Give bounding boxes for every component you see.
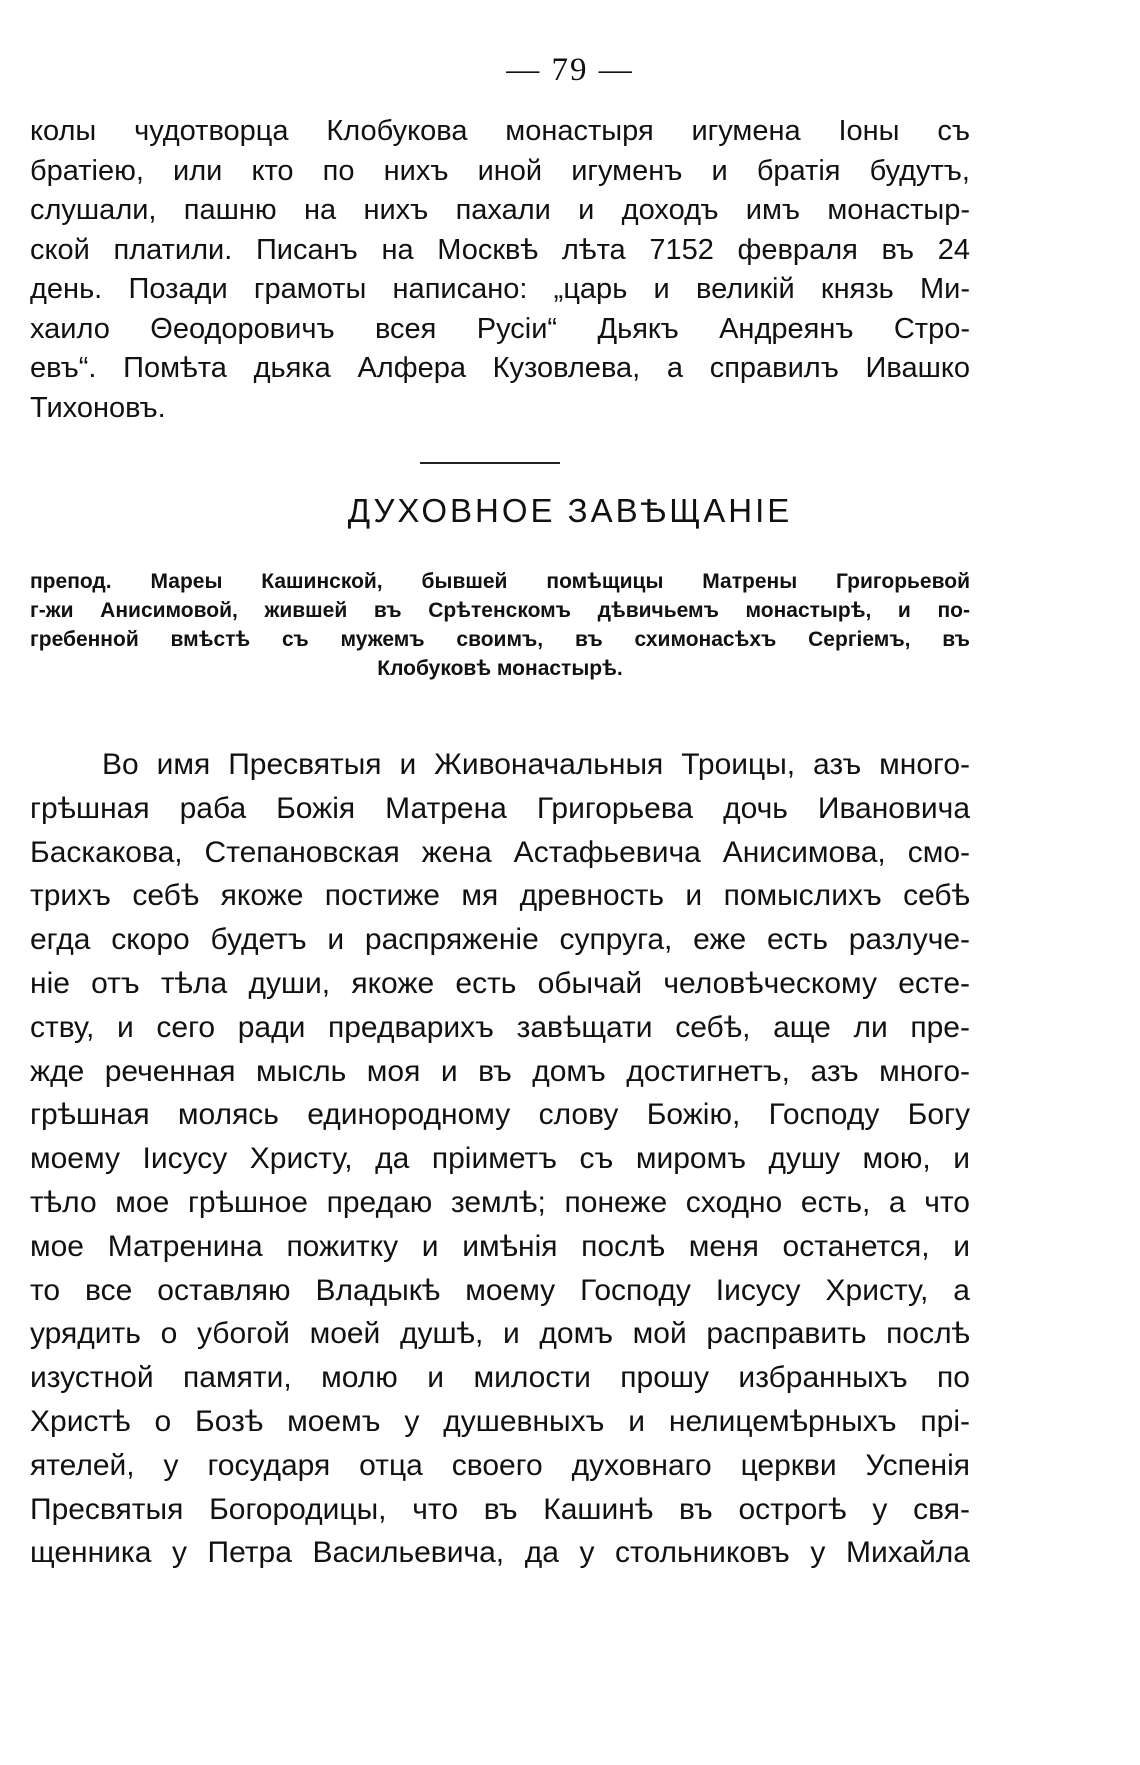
- text-line: евъ“. Помѣта дьяка Алфера Кузовлева, а справилъ Ивашко: [30, 352, 970, 384]
- body-line: трихъ себѣ якоже постиже мя древность и помыслихъ себѣ: [30, 879, 970, 913]
- body-line: грѣшная раба Божія Матрена Григорьева дочь Ивановича: [30, 791, 970, 825]
- text-line: хаило Θеодоровичъ всея Русіи“ Дьякъ Андреянъ Стро-: [30, 312, 970, 345]
- text-line: ской платили. Писанъ на Москвѣ лѣта 7152 февраля въ 24: [30, 233, 970, 266]
- subtitle-line: препод. Мареы Кашинской, бывшей помѣщицы Матрены Григорьевой: [30, 570, 970, 593]
- text-line: день. Позади грамоты написано: „царь и великій князь Ми-: [30, 273, 970, 305]
- text-line: братіею, или кто по нихъ иной игуменъ и братія будутъ,: [30, 154, 970, 187]
- page-number: — 79 —: [506, 52, 634, 88]
- text-line: Тихоновъ.: [30, 391, 166, 424]
- body-line: мое Матренина пожитку и имѣнія послѣ меня останется, и: [30, 1229, 970, 1263]
- subtitle-line: Клобуковѣ монастырѣ.: [377, 657, 623, 680]
- body-line: ству, и сего ради предварихъ завѣщати себѣ, аще ли пре-: [30, 1010, 970, 1044]
- body-line: изустной памяти, молю и милости прошу избранныхъ по: [30, 1361, 970, 1395]
- previous-document-ending: [30, 112, 970, 428]
- body-line: то все оставляю Владыкѣ моему Господу Іисусу Христу, а: [30, 1273, 970, 1307]
- section-divider: [420, 462, 560, 464]
- body-line: щенника у Петра Васильевича, да у стольниковъ у Михайла: [30, 1536, 970, 1570]
- subtitle-line: г-жи Анисимовой, жившей въ Срѣтенскомъ дѣвичьемъ монастырѣ, и по-: [30, 599, 970, 622]
- testament-body: [30, 743, 970, 1575]
- text-line: слушали, пашню на нихъ пахали и доходъ имъ монастыр-: [30, 194, 970, 226]
- body-line: Во имя Пресвятыя и Живоначальныя Троицы, азъ много-: [102, 748, 970, 781]
- body-line: егда скоро будетъ и распряженіе супруга, еже есть разлуче-: [30, 923, 970, 957]
- body-line: урядить о убогой моей душѣ, и домъ мой расправить послѣ: [30, 1317, 970, 1351]
- body-line: Христѣ о Бозѣ моемъ у душевныхъ и нелицемѣрныхъ прі-: [30, 1404, 970, 1438]
- body-line: Пресвятыя Богородицы, что въ Кашинѣ въ острогѣ у свя-: [30, 1492, 970, 1526]
- subtitle-line: гребенной вмѣстѣ съ мужемъ своимъ, въ схимонасѣхъ Сергіемъ, въ: [30, 628, 970, 651]
- body-line: Баскакова, Степановская жена Астафьевича Анисимова, смо-: [30, 835, 970, 869]
- body-line: тѣло мое грѣшное предаю землѣ; понеже сходно есть, а что: [30, 1185, 970, 1219]
- text-line: колы чудотворца Клобукова монастыря игумена Іоны съ: [30, 115, 970, 147]
- section-subtitle: [30, 567, 970, 683]
- body-line: грѣшная молясь единородному слову Божію, Господу Богу: [30, 1098, 970, 1132]
- body-line: жде реченная мысль моя и въ домъ достигнетъ, азъ много-: [30, 1054, 970, 1088]
- section-heading: ДУХОВНОЕ ЗАВѢЩАНІЕ: [347, 492, 793, 529]
- body-line: ятелей, у государя отца своего духовнаго церкви Успенія: [30, 1448, 970, 1482]
- body-line: ніе отъ тѣла души, якоже есть обычай человѣческому есте-: [30, 966, 970, 1000]
- body-line: моему Іисусу Христу, да пріиметъ съ миромъ душу мою, и: [30, 1142, 970, 1176]
